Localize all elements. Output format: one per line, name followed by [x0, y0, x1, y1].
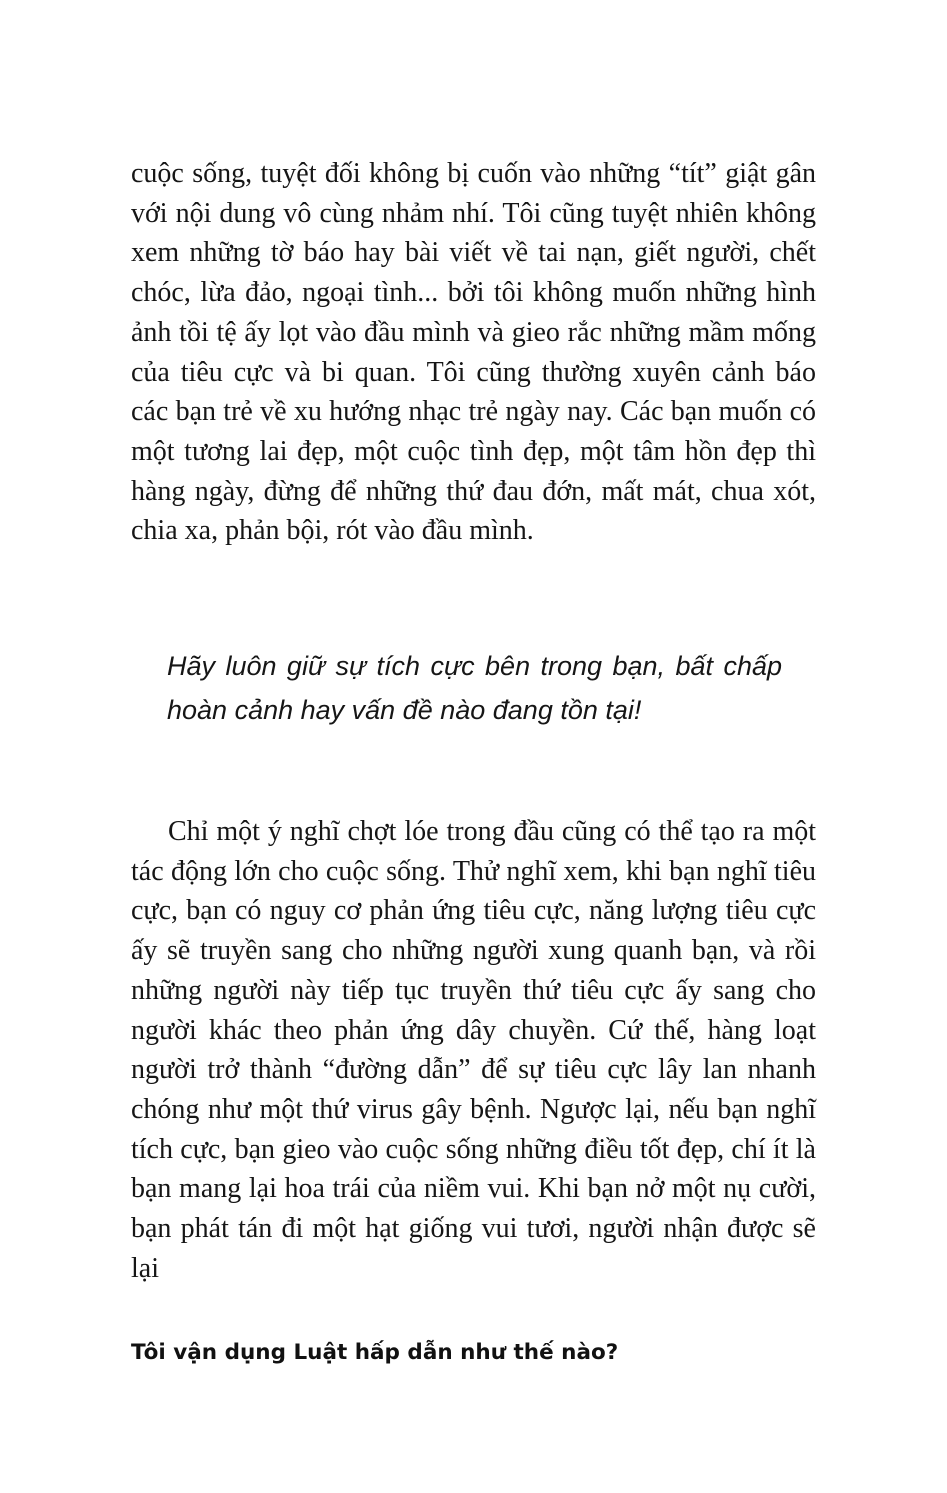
running-footer-title: Tôi vận dụng Luật hấp dẫn như thế nào?	[131, 1340, 619, 1365]
pull-quote: Hãy luôn giữ sự tích cực bên trong bạn, bất chấp hoàn cảnh hay vấn đề nào đang tồn tại!	[167, 651, 782, 725]
body-paragraph-2: Chỉ một ý nghĩ chợt lóe trong đầu cũng có thể tạo ra một tác động lớn cho cuộc sống. Thử nghĩ xem, khi bạn nghĩ tiêu cực, bạn có nguy cơ phản ứng tiêu cực, năng lượng tiêu cực ấy sẽ truyền sang cho những người xung quanh bạn, và rồi những người này tiếp tục truyền thứ tiêu cực ấy sang cho người khác theo phản ứng dây chuyền. Cứ thế, hàng loạt người trở thành “đường dẫn” để sự tiêu cực lây lan nhanh chóng như một thứ virus gây bệnh. Ngược lại, nếu bạn nghĩ tích cực, bạn gieo vào cuộc sống những điều tốt đẹp, chí ít là bạn mang lại hoa trái của niềm vui. Khi bạn nở một nụ cười, bạn phát tán đi một hạt giống vui tươi, người nhận được sẽ lại	[131, 816, 816, 1284]
body-paragraph-1: cuộc sống, tuyệt đối không bị cuốn vào những “tít” giật gân với nội dung vô cùng nhảm nhí. Tôi cũng tuyệt nhiên không xem những tờ báo hay bài viết về tai nạn, giết người, chết chóc, lừa đảo, ngoại tình... bởi tôi không muốn những hình ảnh tồi tệ ấy lọt vào đầu mình và gieo rắc những mầm mống của tiêu cực và bi quan. Tôi cũng thường xuyên cảnh báo các bạn trẻ về xu hướng nhạc trẻ ngày nay. Các bạn muốn có một tương lai đẹp, một cuộc tình đẹp, một tâm hồn đẹp thì hàng ngày, đừng để những thứ đau đớn, mất mát, chua xót, chia xa, phản bội, rót vào đầu mình.	[131, 158, 816, 547]
